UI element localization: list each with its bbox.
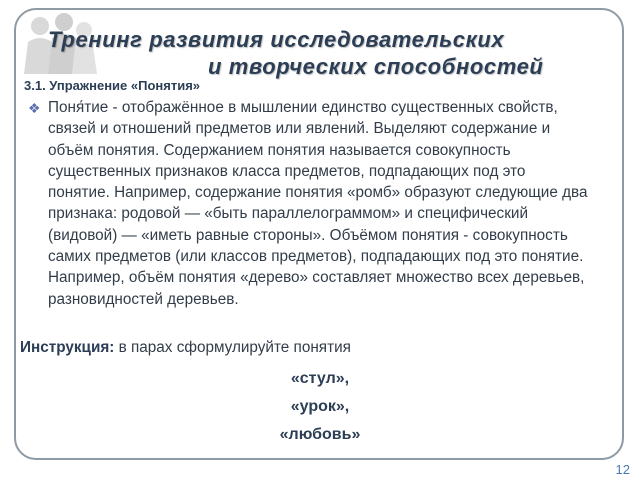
slide-title [48, 26, 608, 80]
term-love: «любовь» [279, 426, 361, 443]
instruction-text: в парах сформулируйте понятия [114, 339, 351, 356]
term-lesson: «урок», [290, 398, 350, 415]
term-chair: «стул», [290, 370, 350, 387]
exercise-heading: 3.1. Упражнение «Понятия» [24, 78, 201, 93]
page-number: 12 [615, 462, 630, 477]
definition-text: Поня́тие - отображённое в мышлении единство существенных свойств, связей и отношений предметов или явлений. Выделяют содержание и объём понятия. Содержанием понятия называется совокупность существенных признаков класса предметов, подпадающих под это понятие. Например, содержание понятия «ромб» образуют следующие два признака: родовой — «быть параллелограммом» и специфический (видовой) — «иметь равные стороны». Объёмом понятия - совокупность самих предметов (или классов предметов), подпадающих под это понятие. Например, объём понятия «дерево» составляет множество всех деревьев, разновидностей деревьев. [48, 99, 588, 308]
content-body [28, 97, 588, 310]
definition-bullet [28, 97, 588, 310]
slide-title-line-2: и творческих способностей [208, 54, 544, 79]
instruction-label: Инструкция: [20, 339, 115, 356]
slide-title-line-1: Тренинг развития исследовательских [48, 27, 505, 52]
instruction [20, 339, 351, 357]
diamond-bullet-icon: ❖ [28, 100, 41, 116]
